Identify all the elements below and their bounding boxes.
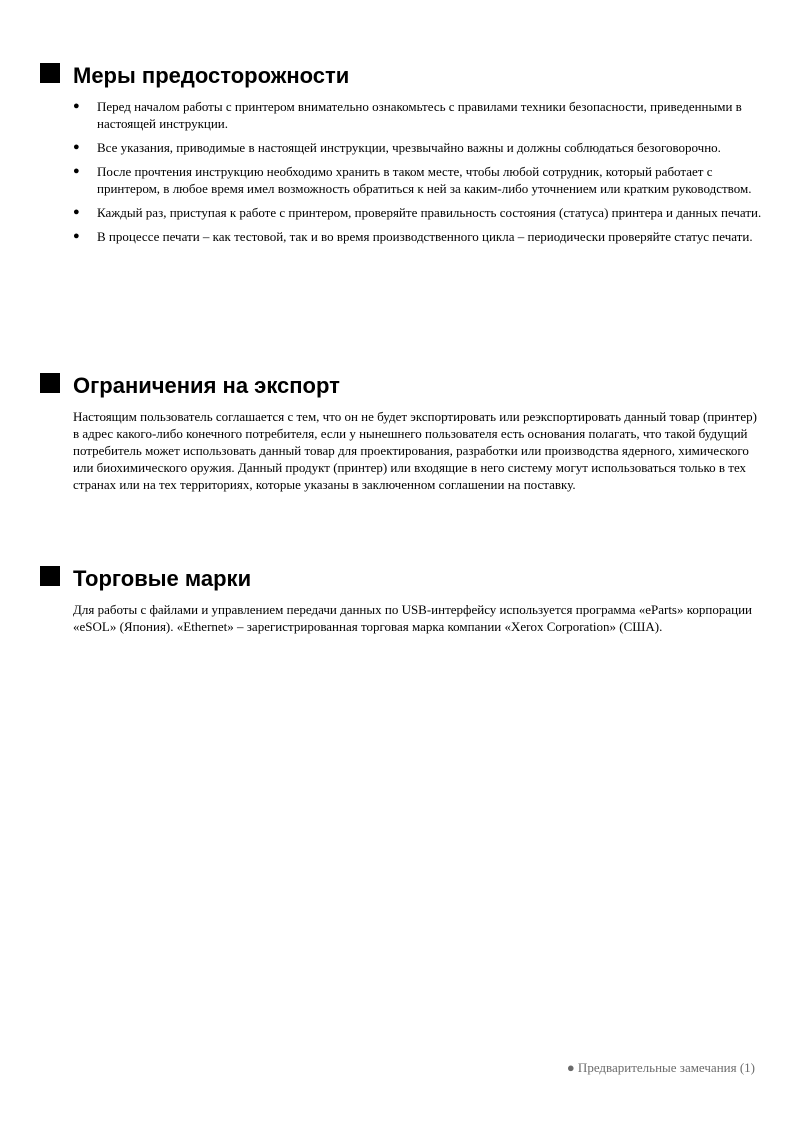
list-item: [73, 98, 763, 132]
list-item: [73, 204, 763, 221]
bullet-icon: ●: [73, 141, 80, 153]
export-paragraph: Настоящим пользователь соглашается с тем, что он не будет экспортировать или реэкспортировать данный товар (принтер) в адрес какого-либо конечного потребителя, если у нынешнего пользователя есть основания полагать, что такой будущий потребитель может использовать данный товар для проектирования, разработки или производства ядерного, химического или биохимического оружия. Данный продукт (принтер) или входящие в него систему могут использоваться только в тех странах или на тех территориях, которые указаны в заключенном соглашении на поставку.: [73, 409, 757, 492]
list-item: [73, 163, 763, 197]
trademarks-heading-text: Торговые марки: [73, 566, 252, 591]
list-item: [73, 139, 763, 156]
heading-square-icon: [40, 63, 60, 83]
precautions-heading-text: Меры предосторожности: [73, 63, 350, 88]
export-heading-text: Ограничения на экспорт: [73, 373, 340, 398]
bullet-icon: ●: [73, 230, 80, 242]
heading-square-icon: [40, 566, 60, 586]
page-footer: ● Предварительные замечания (1): [566, 1060, 755, 1075]
precautions-list: [73, 98, 763, 252]
list-item-text: В процессе печати – как тестовой, так и во время производственного цикла – периодически проверяйте статус печати.: [97, 229, 753, 244]
list-item-text: Каждый раз, приступая к работе с принтером, проверяйте правильность состояния (статуса) принтера и данных печати.: [97, 205, 762, 220]
list-item-text: Все указания, приводимые в настоящей инструкции, чрезвычайно важны и должны соблюдаться безоговорочно.: [97, 140, 721, 155]
list-item-text: После прочтения инструкцию необходимо хранить в таком месте, чтобы любой сотрудник, который работает с принтером, в любое время имел возможность обратиться к ней за каким-либо уточнением или кратким руководством.: [97, 164, 752, 196]
bullet-icon: ●: [73, 165, 80, 177]
list-item: [73, 228, 763, 245]
trademarks-paragraph: Для работы с файлами и управлением передачи данных по USB-интерфейсу используется программа «eParts» корпорации «eSOL» (Япония). «Ethernet» – зарегистрированная торговая марка компании «Xerox Corporation» (США).: [73, 602, 752, 634]
bullet-icon: ●: [73, 100, 80, 112]
bullet-icon: ●: [73, 206, 80, 218]
heading-square-icon: [40, 373, 60, 393]
list-item-text: Перед началом работы с принтером внимательно ознакомьтесь с правилами техники безопасности, приведенными в настоящей инструкции.: [97, 99, 742, 131]
